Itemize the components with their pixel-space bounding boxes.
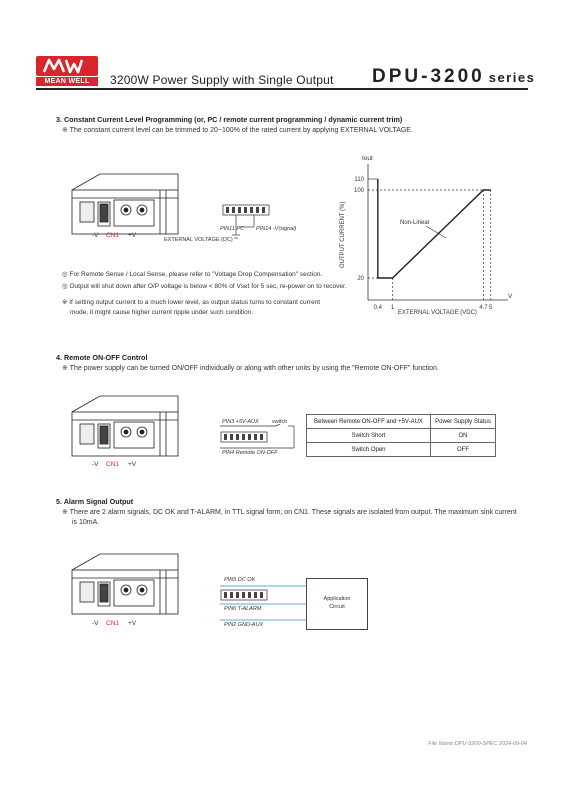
chart-y-title: Iout bbox=[362, 155, 373, 162]
chart-x-axis-symbol: V bbox=[508, 293, 513, 300]
section-3-desc: ※ The constant current level can be trimmed to 20~100% of the rated current by applying EXTERNAL VOLTAGE. bbox=[62, 127, 413, 134]
remote-status-table bbox=[306, 414, 496, 457]
table-cell: OFF bbox=[431, 443, 496, 457]
label-neg-4: -V bbox=[92, 461, 99, 468]
switch-label: switch bbox=[272, 419, 288, 425]
section-4-title: 4. Remote ON-OFF Control bbox=[56, 353, 148, 362]
external-voltage-wiring bbox=[232, 215, 262, 247]
label-neg-5: -V bbox=[92, 620, 99, 627]
mean-well-logo bbox=[36, 56, 98, 86]
chart-y-tick-label: 20 bbox=[357, 276, 364, 282]
chart-x-tick-label: 5 bbox=[489, 305, 493, 311]
application-circuit-box bbox=[306, 578, 368, 630]
label-pos-5: +V bbox=[128, 620, 137, 627]
table-row bbox=[307, 429, 496, 443]
section-4-desc: ※ The power supply can be turned ON/OFF individually or along with other units by using the "Remote ON-OFF" function. bbox=[62, 365, 439, 372]
section-5-desc-1: ※ There are 2 alarm signals, DC OK and T-ALARM, in TTL signal form, on CN1. These signals are isolated from output. The maximum sink current bbox=[62, 509, 517, 516]
pin-pc-label: PIN11 PC bbox=[220, 226, 245, 232]
psu-illustration-5 bbox=[70, 548, 180, 620]
pin-remote-label: PIN4 Remote ON-OFF bbox=[222, 450, 278, 456]
footer-file-name: File Name:DPU-3200-SPEC 2024-09-04 bbox=[428, 741, 527, 747]
label-neg-3: -V bbox=[92, 232, 99, 239]
mw-logo-icon bbox=[36, 56, 98, 76]
app-circuit-line2: Circuit bbox=[329, 604, 345, 610]
label-cn1-5: CN1 bbox=[106, 620, 120, 627]
chart-x-tick-label: 4.7 bbox=[479, 305, 488, 311]
note-ripple-1: ※ If setting output current to a much lower level, as output status turns to constant current bbox=[62, 299, 320, 306]
label-pos-3: +V bbox=[128, 232, 137, 239]
page-title: 3200W Power Supply with Single Output bbox=[110, 73, 334, 87]
label-cn1-4: CN1 bbox=[106, 461, 120, 468]
pin-aux-label: PIN3 +5V-AUX bbox=[222, 419, 259, 425]
chart-x-tick-label: 0.4 bbox=[373, 305, 382, 311]
section-3-title: 3. Constant Current Level Programming (or, PC / remote current programming / dynamic current trim) bbox=[56, 115, 403, 124]
model-series: series bbox=[488, 70, 536, 85]
chart-x-tick-label: 1 bbox=[390, 305, 395, 311]
table-row bbox=[307, 443, 496, 457]
alarm-wiring bbox=[220, 582, 310, 626]
psu-illustration-4 bbox=[70, 390, 180, 462]
note-shutdown: ◎ Output will shut down after O/P voltage is below < 80% of Vset for 5 sec, re-power on to recover. bbox=[62, 283, 347, 290]
note-ripple-2: mode, it might cause higher current ripple under such condition. bbox=[70, 309, 254, 316]
current-programming-chart bbox=[328, 148, 523, 323]
chart-annotation: Non-Linear bbox=[400, 220, 430, 226]
logo-mark bbox=[36, 56, 98, 76]
label-cn1-3: CN1 bbox=[106, 232, 120, 239]
section-5-title: 5. Alarm Signal Output bbox=[56, 497, 134, 506]
external-voltage-label: EXTERNAL VOLTAGE (DC) bbox=[164, 237, 233, 243]
psu-illustration-3 bbox=[70, 168, 180, 240]
logo-text: MEAN WELL bbox=[36, 76, 98, 86]
pin-dcok-label: PIN5 DC OK bbox=[224, 577, 256, 583]
table-header-cell: Between Remote ON-OFF and +5V-AUX bbox=[307, 415, 431, 429]
note-remote-sense: ◎ For Remote Sense / Local Sense, please refer to "Voltage Drop Compensation" section. bbox=[62, 271, 323, 278]
chart-series-line bbox=[378, 179, 491, 278]
label-pos-4: +V bbox=[128, 461, 137, 468]
pin-talarm-label: PIN6 T-ALARM bbox=[224, 606, 262, 612]
table-cell: Switch Open bbox=[307, 443, 431, 457]
table-header-cell: Power Supply Status bbox=[431, 415, 496, 429]
chart-y-tick-label: 100 bbox=[353, 188, 364, 194]
model-name bbox=[372, 66, 535, 88]
remote-switch-wiring bbox=[220, 424, 300, 452]
chart-y-label: OUTPUT CURRENT (%) bbox=[340, 201, 346, 268]
header-divider bbox=[36, 88, 528, 90]
table-header-row bbox=[307, 415, 496, 429]
chart-x-label: EXTERNAL VOLTAGE (VDC) bbox=[398, 310, 477, 316]
chart-y-tick-label: 110 bbox=[354, 177, 364, 183]
app-circuit-line1: Application bbox=[323, 596, 351, 602]
table-cell: Switch Short bbox=[307, 429, 431, 443]
pin-vsignal-label: PIN14 -V(signal) bbox=[256, 226, 297, 232]
table-cell: ON bbox=[431, 429, 496, 443]
model-number: DPU-3200 bbox=[372, 66, 485, 87]
section-5-desc-2: is 10mA. bbox=[72, 519, 100, 526]
pin-gnd-label: PIN2 GND-AUX bbox=[224, 622, 264, 628]
